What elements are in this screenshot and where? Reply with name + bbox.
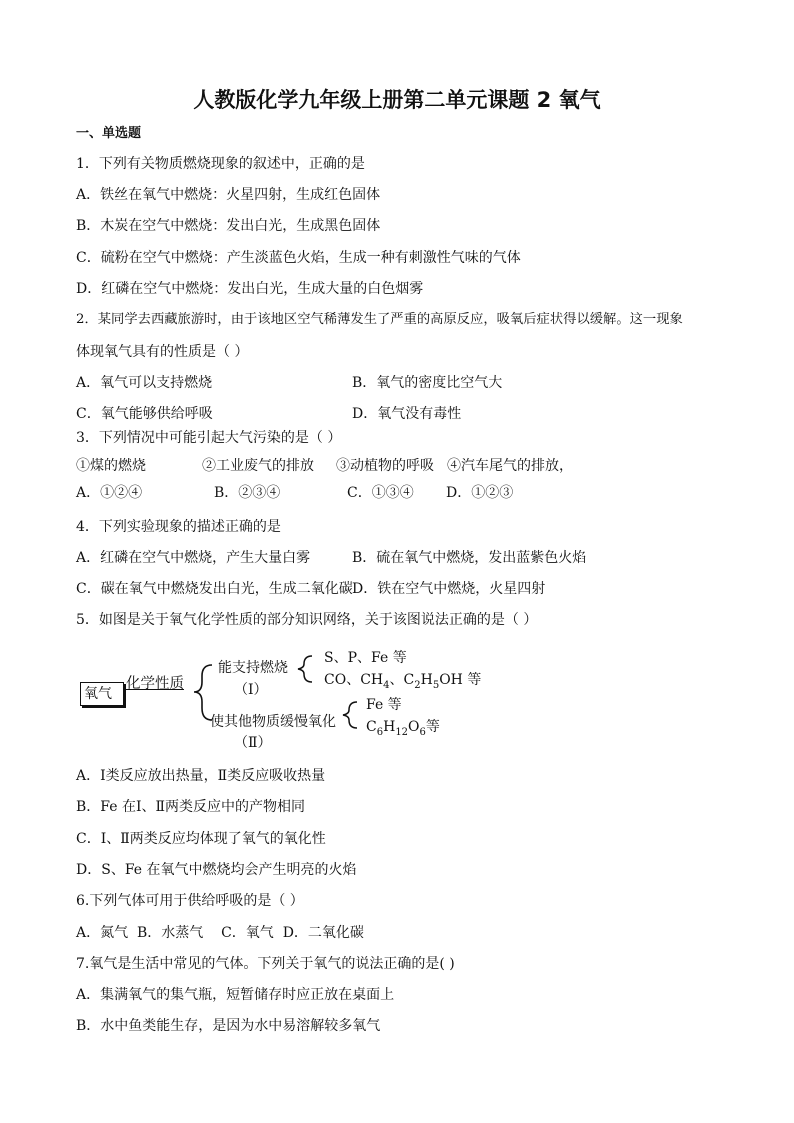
- q6-options: A．氮气 B．水蒸气 C．氧气 D．二氧化碳: [76, 925, 364, 941]
- q1-option-d: D．红磷在空气中燃烧：发出白光，生成大量的白色烟雾: [76, 281, 424, 297]
- q1-stem: 1．下列有关物质燃烧现象的叙述中，正确的是: [76, 156, 365, 172]
- q3-item-2: ②工业废气的排放: [202, 458, 314, 474]
- diagram-branch2-item-1: Fe 等: [366, 697, 402, 713]
- q4-option-a: A．红磷在空气中燃烧，产生大量白雾: [76, 550, 311, 566]
- diagram-branch2-item-2: $C_6H_{12}O_6$等: [366, 719, 440, 738]
- q3-item-1: ①煤的燃烧: [76, 458, 146, 474]
- diagram-branch1-label: 能支持燃烧: [218, 660, 288, 676]
- q1-option-b: B．木炭在空气中燃烧：发出白光，生成黑色固体: [76, 218, 381, 234]
- q5-option-b: B．Fe 在Ⅰ、Ⅱ两类反应中的产物相同: [76, 799, 306, 815]
- q1-option-a: A．铁丝在氧气中燃烧：火星四射，生成红色固体: [76, 187, 381, 203]
- q7-option-b: B．水中鱼类能生存，是因为水中易溶解较多氧气: [76, 1018, 381, 1034]
- diagram-property-label: 化学性质: [126, 676, 184, 692]
- diagram-branch1-item-2: CO、$CH_4$、$C_2H_5OH$ 等: [324, 672, 482, 691]
- section-heading: 一、单选题: [76, 126, 142, 141]
- q3-option-b: B．②③④: [214, 485, 281, 501]
- q6-stem: 6.下列气体可用于供给呼吸的是（ ）: [76, 893, 304, 909]
- diagram-branch1-item-1: S、P、Fe 等: [324, 650, 407, 666]
- q5-option-a: A．Ⅰ类反应放出热量，Ⅱ类反应吸收热量: [76, 768, 326, 784]
- q3-option-a: A．①②④: [76, 485, 143, 501]
- diagram-root-label: 氧气: [84, 686, 112, 702]
- diagram-branch2-label: 使其他物质缓慢氧化: [210, 714, 336, 730]
- q2-stem-line2: 体现氧气具有的性质是（ ）: [76, 344, 249, 360]
- diagram-branch1-tag: （Ⅰ）: [234, 682, 268, 698]
- q3-option-d: D．①②③: [446, 485, 514, 501]
- q2-option-d: D．氧气没有毒性: [352, 406, 462, 422]
- q5-option-c: C．Ⅰ、Ⅱ两类反应均体现了氧气的氧化性: [76, 831, 326, 847]
- q1-option-c: C．硫粉在空气中燃烧：产生淡蓝色火焰，生成一种有刺激性气味的气体: [76, 250, 521, 266]
- q2-stem-line1: 2．某同学去西藏旅游时，由于该地区空气稀薄发生了严重的高原反应，吸氧后症状得以缓解。这一现象: [76, 312, 683, 327]
- q3-stem: 3．下列情况中可能引起大气污染的是（ ）: [76, 430, 342, 446]
- q3-item-4: ④汽车尾气的排放，: [447, 458, 573, 474]
- q4-option-c: C．碳在氧气中燃烧发出白光，生成二氧化碳: [76, 581, 353, 597]
- diagram-branch2-tag: （Ⅱ）: [234, 735, 272, 751]
- q7-option-a: A．集满氧气的集气瓶，短暂储存时应正放在桌面上: [76, 987, 395, 1003]
- q4-option-d: D．铁在空气中燃烧，火星四射: [352, 581, 546, 597]
- q4-stem: 4．下列实验现象的描述正确的是: [76, 519, 281, 535]
- q3-item-3: ③动植物的呼吸: [336, 458, 434, 474]
- q2-option-c: C．氧气能够供给呼吸: [76, 406, 213, 422]
- q7-stem: 7.氧气是生活中常见的气体。下列关于氧气的说法正确的是( ): [76, 956, 455, 972]
- q4-option-b: B．硫在氧气中燃烧，发出蓝紫色火焰: [352, 550, 587, 566]
- q2-option-b: B．氧气的密度比空气大: [352, 375, 503, 391]
- page-title: 人教版化学九年级上册第二单元课题 2 氧气: [193, 88, 601, 112]
- q3-option-c: C．①③④: [347, 485, 414, 501]
- q2-option-a: A．氧气可以支持燃烧: [76, 375, 213, 391]
- q5-stem: 5．如图是关于氧气化学性质的部分知识网络，关于该图说法正确的是（ ）: [76, 612, 538, 628]
- q5-option-d: D．S、Fe 在氧气中燃烧均会产生明亮的火焰: [76, 862, 357, 878]
